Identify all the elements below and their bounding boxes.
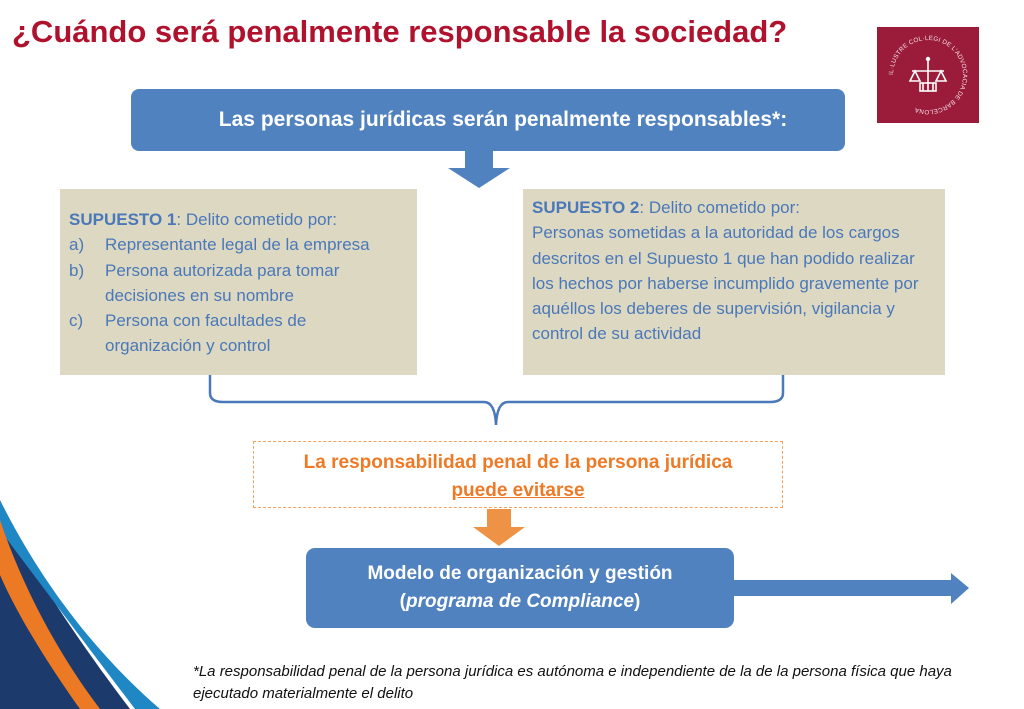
evitar-box (253, 441, 783, 508)
supuesto-2-label: SUPUESTO 2 (532, 198, 640, 217)
bar-association-logo (877, 27, 979, 123)
supuesto-1-heading (69, 207, 407, 232)
svg-text:IL·LUSTRE COL·LEGI DE L'ADVOCA: IL·LUSTRE COL·LEGI DE L'ADVOCACIA DE BARCELONA (887, 34, 969, 116)
list-item (69, 308, 407, 359)
header-box-text: Las personas jurídicas serán penalmente responsables*: (218, 108, 788, 131)
list-marker: a) (69, 235, 85, 255)
modelo-line-1: Modelo de organización y gestión (367, 563, 673, 584)
list-text: Representante legal de la empresa (105, 235, 370, 255)
supuesto-1-box (60, 189, 417, 375)
evitar-line-2: puede evitarse (451, 480, 585, 501)
header-box (131, 89, 845, 151)
list-item (69, 232, 407, 257)
supuesto-2-box (523, 189, 945, 375)
arrow-right-icon (733, 573, 971, 605)
list-marker: b) (69, 260, 85, 280)
list-marker: c) (69, 311, 84, 331)
list-text: Persona con facultades de organización y control (105, 311, 307, 356)
supuesto-1-intro: : Delito cometido por: (176, 210, 338, 229)
arrow-down-orange-icon (472, 509, 526, 547)
arrow-down-icon (447, 151, 511, 189)
supuesto-2-intro: : Delito cometido por: (639, 198, 801, 217)
list-item (69, 258, 407, 309)
footnote: *La responsabilidad penal de la persona jurídica es autónoma e independiente de la de la persona física que haya ejecutado materialmente el delito (193, 663, 952, 702)
compliance-text: programa de Compliance (405, 591, 635, 612)
page-title: ¿Cuándo será penalmente responsable la sociedad? (12, 14, 788, 49)
supuesto-2-heading (532, 195, 935, 220)
supuesto-1-list (69, 232, 407, 358)
list-text: Persona autorizada para tomar decisiones en su nombre (105, 260, 340, 305)
supuesto-2-body: Personas sometidas a la autoridad de los cargos descritos en el Supuesto 1 que han podido realizar los hechos por haberse incumplido gravemente por aquéllos los deberes de supervisión, vigilancia y control de su actividad (532, 223, 919, 344)
curly-brace (205, 375, 790, 430)
supuesto-1-label: SUPUESTO 1 (69, 210, 177, 229)
modelo-box (306, 548, 734, 628)
evitar-line-1: La responsabilidad penal de la persona jurídica (303, 452, 733, 473)
modelo-line-2: (programa de Compliance) (399, 591, 641, 612)
